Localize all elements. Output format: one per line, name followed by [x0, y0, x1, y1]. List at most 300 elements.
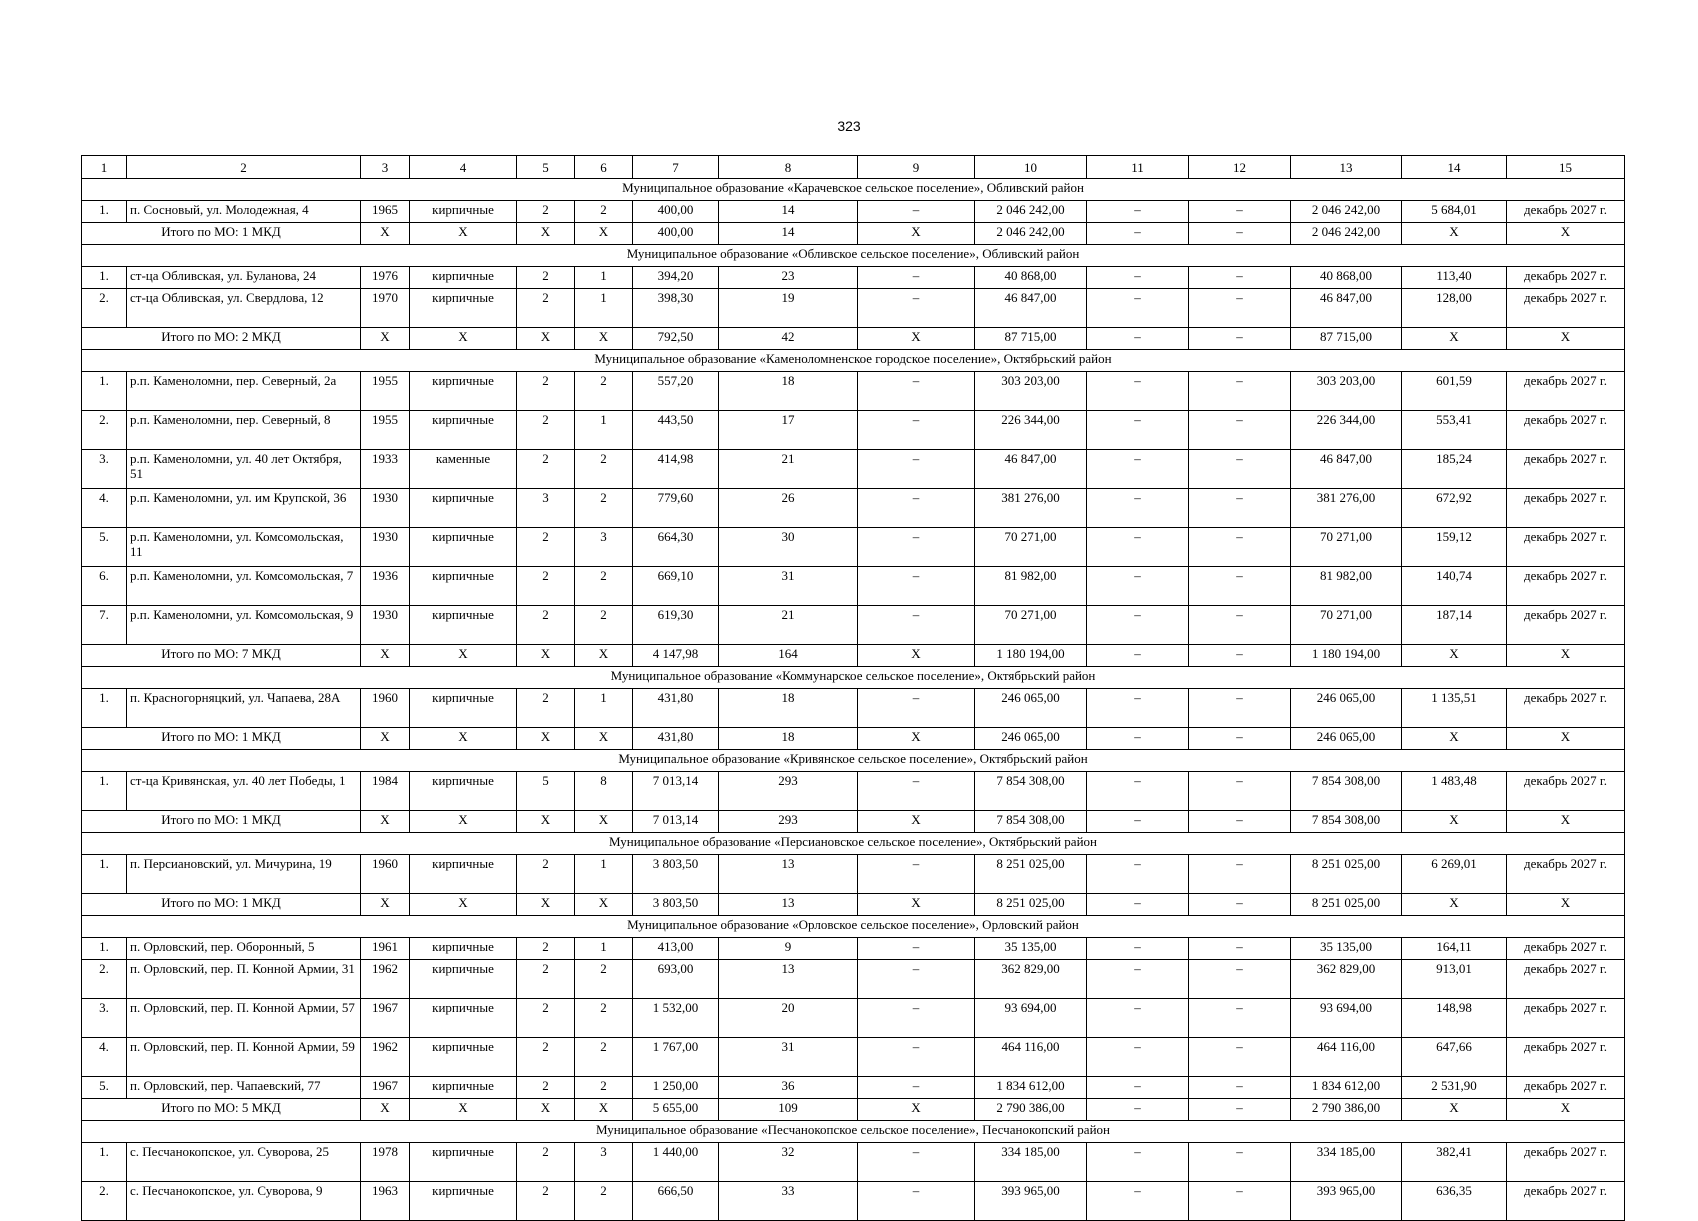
address: п. Орловский, пер. Оборонный, 5: [127, 938, 361, 960]
completion-date: X: [1507, 894, 1625, 916]
residents: 293: [719, 772, 858, 811]
total-area: 1 767,00: [633, 1038, 719, 1077]
table-row: [82, 999, 1625, 1038]
wall-material: кирпичные: [410, 772, 517, 811]
municipality-header-row: [82, 916, 1625, 938]
table-row: [82, 201, 1625, 223]
wall-material: кирпичные: [410, 567, 517, 606]
wall-material: кирпичные: [410, 606, 517, 645]
total-cost: 46 847,00: [975, 450, 1087, 489]
total-area: 1 532,00: [633, 999, 719, 1038]
col12-value: –: [1189, 411, 1291, 450]
floors: 2: [517, 528, 575, 567]
municipality-title: Муниципальное образование «Персиановское сельское поселение», Октябрьский район: [82, 833, 1625, 855]
row-number: 4.: [82, 1038, 127, 1077]
col13-cost: 35 135,00: [1291, 938, 1402, 960]
wall-material: X: [410, 1099, 517, 1121]
total-cost: 1 180 194,00: [975, 645, 1087, 667]
cost-per-sqm: 5 684,01: [1402, 201, 1507, 223]
col9-value: –: [858, 606, 975, 645]
wall-material: кирпичные: [410, 960, 517, 999]
column-number-header: 14: [1402, 156, 1507, 179]
col13-cost: 7 854 308,00: [1291, 811, 1402, 833]
col9-value: –: [858, 772, 975, 811]
year-built: 1976: [361, 267, 410, 289]
completion-date: декабрь 2027 г.: [1507, 201, 1625, 223]
cost-per-sqm: 601,59: [1402, 372, 1507, 411]
address: п. Орловский, пер. П. Конной Армии, 57: [127, 999, 361, 1038]
year-built: X: [361, 894, 410, 916]
floors: 2: [517, 567, 575, 606]
municipality-title: Муниципальное образование «Карачевское сельское поселение», Обливский район: [82, 179, 1625, 201]
total-area: 5 655,00: [633, 1099, 719, 1121]
col12-value: –: [1189, 645, 1291, 667]
year-built: 1930: [361, 528, 410, 567]
address: п. Орловский, пер. Чапаевский, 77: [127, 1077, 361, 1099]
floors: 2: [517, 1143, 575, 1182]
total-row: [82, 1099, 1625, 1121]
col9-value: –: [858, 1182, 975, 1221]
year-built: 1965: [361, 201, 410, 223]
floors: 3: [517, 489, 575, 528]
cost-per-sqm: 913,01: [1402, 960, 1507, 999]
floors: 5: [517, 772, 575, 811]
floors: 2: [517, 960, 575, 999]
total-cost: 226 344,00: [975, 411, 1087, 450]
completion-date: декабрь 2027 г.: [1507, 1038, 1625, 1077]
wall-material: кирпичные: [410, 1143, 517, 1182]
col9-value: X: [858, 811, 975, 833]
row-number: 2.: [82, 1182, 127, 1221]
col9-value: –: [858, 450, 975, 489]
year-built: 1963: [361, 1182, 410, 1221]
total-cost: 40 868,00: [975, 267, 1087, 289]
col13-cost: 1 834 612,00: [1291, 1077, 1402, 1099]
address: с. Песчанокопское, ул. Суворова, 25: [127, 1143, 361, 1182]
wall-material: X: [410, 811, 517, 833]
floors: 2: [517, 1077, 575, 1099]
total-area: 693,00: [633, 960, 719, 999]
col9-value: X: [858, 223, 975, 245]
address: ст-ца Кривянская, ул. 40 лет Победы, 1: [127, 772, 361, 811]
table-row: [82, 528, 1625, 567]
col11-value: –: [1087, 411, 1189, 450]
completion-date: декабрь 2027 г.: [1507, 489, 1625, 528]
residents: 109: [719, 1099, 858, 1121]
col11-value: –: [1087, 811, 1189, 833]
table-row: [82, 938, 1625, 960]
wall-material: кирпичные: [410, 938, 517, 960]
address: р.п. Каменоломни, ул. Комсомольская, 9: [127, 606, 361, 645]
total-cost: 8 251 025,00: [975, 855, 1087, 894]
cost-per-sqm: 128,00: [1402, 289, 1507, 328]
floors: 2: [517, 267, 575, 289]
total-cost: 1 834 612,00: [975, 1077, 1087, 1099]
completion-date: декабрь 2027 г.: [1507, 1182, 1625, 1221]
municipality-title: Муниципальное образование «Песчанокопское сельское поселение», Песчанокопский район: [82, 1121, 1625, 1143]
wall-material: X: [410, 328, 517, 350]
wall-material: кирпичные: [410, 411, 517, 450]
total-cost: 70 271,00: [975, 606, 1087, 645]
col9-value: X: [858, 645, 975, 667]
total-area: 1 250,00: [633, 1077, 719, 1099]
wall-material: X: [410, 645, 517, 667]
cost-per-sqm: 148,98: [1402, 999, 1507, 1038]
col9-value: X: [858, 728, 975, 750]
completion-date: X: [1507, 728, 1625, 750]
wall-material: кирпичные: [410, 489, 517, 528]
year-built: 1978: [361, 1143, 410, 1182]
year-built: X: [361, 223, 410, 245]
col11-value: –: [1087, 689, 1189, 728]
municipality-header-row: [82, 750, 1625, 772]
col11-value: –: [1087, 1038, 1189, 1077]
total-label: Итого по МО: 5 МКД: [82, 1099, 361, 1121]
entrances: 2: [575, 1038, 633, 1077]
col12-value: –: [1189, 960, 1291, 999]
cost-per-sqm: 647,66: [1402, 1038, 1507, 1077]
entrances: X: [575, 328, 633, 350]
total-area: 443,50: [633, 411, 719, 450]
municipality-header-row: [82, 245, 1625, 267]
floors: 2: [517, 999, 575, 1038]
row-number: 2.: [82, 289, 127, 328]
total-area: 4 147,98: [633, 645, 719, 667]
total-cost: 2 046 242,00: [975, 223, 1087, 245]
column-number-header: 8: [719, 156, 858, 179]
year-built: 1930: [361, 489, 410, 528]
year-built: X: [361, 328, 410, 350]
col13-cost: 40 868,00: [1291, 267, 1402, 289]
floors: X: [517, 728, 575, 750]
residents: 33: [719, 1182, 858, 1221]
residents: 9: [719, 938, 858, 960]
address: п. Персиановский, ул. Мичурина, 19: [127, 855, 361, 894]
wall-material: кирпичные: [410, 372, 517, 411]
total-cost: 246 065,00: [975, 689, 1087, 728]
table-row: [82, 689, 1625, 728]
cost-per-sqm: 672,92: [1402, 489, 1507, 528]
address: п. Орловский, пер. П. Конной Армии, 31: [127, 960, 361, 999]
total-area: 7 013,14: [633, 811, 719, 833]
col13-cost: 464 116,00: [1291, 1038, 1402, 1077]
col11-value: –: [1087, 267, 1189, 289]
total-area: 400,00: [633, 223, 719, 245]
completion-date: декабрь 2027 г.: [1507, 528, 1625, 567]
total-label: Итого по МО: 1 МКД: [82, 728, 361, 750]
col12-value: –: [1189, 999, 1291, 1038]
entrances: 1: [575, 411, 633, 450]
col9-value: –: [858, 567, 975, 606]
col9-value: X: [858, 328, 975, 350]
col13-cost: 70 271,00: [1291, 528, 1402, 567]
cost-per-sqm: 6 269,01: [1402, 855, 1507, 894]
wall-material: кирпичные: [410, 267, 517, 289]
completion-date: X: [1507, 328, 1625, 350]
total-cost: 246 065,00: [975, 728, 1087, 750]
total-area: 431,80: [633, 728, 719, 750]
entrances: X: [575, 1099, 633, 1121]
row-number: 5.: [82, 1077, 127, 1099]
address: ст-ца Обливская, ул. Буланова, 24: [127, 267, 361, 289]
floors: 2: [517, 201, 575, 223]
entrances: 2: [575, 960, 633, 999]
address: р.п. Каменоломни, пер. Северный, 2а: [127, 372, 361, 411]
completion-date: декабрь 2027 г.: [1507, 855, 1625, 894]
col11-value: –: [1087, 450, 1189, 489]
col9-value: –: [858, 689, 975, 728]
wall-material: кирпичные: [410, 999, 517, 1038]
total-row: [82, 894, 1625, 916]
col11-value: –: [1087, 1182, 1189, 1221]
cost-per-sqm: X: [1402, 645, 1507, 667]
residents: 13: [719, 894, 858, 916]
residents: 293: [719, 811, 858, 833]
col11-value: –: [1087, 223, 1189, 245]
completion-date: X: [1507, 811, 1625, 833]
row-number: 2.: [82, 960, 127, 999]
cost-per-sqm: X: [1402, 223, 1507, 245]
table-row: [82, 606, 1625, 645]
col11-value: –: [1087, 567, 1189, 606]
wall-material: X: [410, 894, 517, 916]
residents: 19: [719, 289, 858, 328]
municipality-header-row: [82, 179, 1625, 201]
wall-material: кирпичные: [410, 689, 517, 728]
col9-value: –: [858, 1077, 975, 1099]
wall-material: X: [410, 728, 517, 750]
col13-cost: 246 065,00: [1291, 728, 1402, 750]
total-area: 400,00: [633, 201, 719, 223]
table-row: [82, 855, 1625, 894]
address: с. Песчанокопское, ул. Суворова, 9: [127, 1182, 361, 1221]
residents: 13: [719, 960, 858, 999]
year-built: 1967: [361, 1077, 410, 1099]
completion-date: декабрь 2027 г.: [1507, 999, 1625, 1038]
total-area: 7 013,14: [633, 772, 719, 811]
total-cost: 334 185,00: [975, 1143, 1087, 1182]
col12-value: –: [1189, 1038, 1291, 1077]
col9-value: –: [858, 289, 975, 328]
residents: 23: [719, 267, 858, 289]
entrances: 2: [575, 372, 633, 411]
column-number-row: [82, 156, 1625, 179]
address: ст-ца Обливская, ул. Свердлова, 12: [127, 289, 361, 328]
total-area: 414,98: [633, 450, 719, 489]
year-built: 1955: [361, 411, 410, 450]
col12-value: –: [1189, 811, 1291, 833]
table-row: [82, 489, 1625, 528]
total-cost: 46 847,00: [975, 289, 1087, 328]
row-number: 1.: [82, 689, 127, 728]
column-number-header: 11: [1087, 156, 1189, 179]
row-number: 2.: [82, 411, 127, 450]
total-cost: 81 982,00: [975, 567, 1087, 606]
floors: 2: [517, 411, 575, 450]
total-area: 669,10: [633, 567, 719, 606]
municipality-header-row: [82, 350, 1625, 372]
cost-per-sqm: 185,24: [1402, 450, 1507, 489]
total-area: 431,80: [633, 689, 719, 728]
col12-value: –: [1189, 894, 1291, 916]
floors: 2: [517, 372, 575, 411]
col9-value: X: [858, 1099, 975, 1121]
residents: 13: [719, 855, 858, 894]
col12-value: –: [1189, 1143, 1291, 1182]
total-cost: 8 251 025,00: [975, 894, 1087, 916]
residents: 14: [719, 223, 858, 245]
total-cost: 381 276,00: [975, 489, 1087, 528]
col13-cost: 1 180 194,00: [1291, 645, 1402, 667]
entrances: 1: [575, 855, 633, 894]
col12-value: –: [1189, 489, 1291, 528]
entrances: X: [575, 645, 633, 667]
col12-value: –: [1189, 267, 1291, 289]
completion-date: декабрь 2027 г.: [1507, 938, 1625, 960]
row-number: 7.: [82, 606, 127, 645]
cost-per-sqm: 1 483,48: [1402, 772, 1507, 811]
col13-cost: 226 344,00: [1291, 411, 1402, 450]
column-number-header: 9: [858, 156, 975, 179]
completion-date: X: [1507, 223, 1625, 245]
col12-value: –: [1189, 528, 1291, 567]
col12-value: –: [1189, 1099, 1291, 1121]
floors: 2: [517, 1038, 575, 1077]
residents: 42: [719, 328, 858, 350]
wall-material: кирпичные: [410, 528, 517, 567]
municipality-title: Муниципальное образование «Орловское сельское поселение», Орловский район: [82, 916, 1625, 938]
year-built: X: [361, 645, 410, 667]
col13-cost: 8 251 025,00: [1291, 894, 1402, 916]
table-row: [82, 772, 1625, 811]
total-cost: 70 271,00: [975, 528, 1087, 567]
entrances: X: [575, 728, 633, 750]
col9-value: –: [858, 489, 975, 528]
col11-value: –: [1087, 894, 1189, 916]
entrances: 3: [575, 528, 633, 567]
col9-value: –: [858, 528, 975, 567]
col13-cost: 93 694,00: [1291, 999, 1402, 1038]
total-area: 1 440,00: [633, 1143, 719, 1182]
total-cost: 464 116,00: [975, 1038, 1087, 1077]
page-number: 323: [837, 118, 861, 134]
total-area: 3 803,50: [633, 894, 719, 916]
col9-value: –: [858, 999, 975, 1038]
col12-value: –: [1189, 772, 1291, 811]
residents: 21: [719, 606, 858, 645]
col9-value: –: [858, 411, 975, 450]
table-row: [82, 567, 1625, 606]
wall-material: кирпичные: [410, 289, 517, 328]
column-number-header: 2: [127, 156, 361, 179]
col12-value: –: [1189, 1077, 1291, 1099]
cost-per-sqm: 636,35: [1402, 1182, 1507, 1221]
floors: 2: [517, 289, 575, 328]
total-cost: 7 854 308,00: [975, 811, 1087, 833]
completion-date: X: [1507, 645, 1625, 667]
col9-value: –: [858, 201, 975, 223]
col9-value: –: [858, 1143, 975, 1182]
residents: 21: [719, 450, 858, 489]
total-area: 557,20: [633, 372, 719, 411]
table-row: [82, 1038, 1625, 1077]
col13-cost: 334 185,00: [1291, 1143, 1402, 1182]
floors: X: [517, 645, 575, 667]
total-area: 619,30: [633, 606, 719, 645]
total-area: 394,20: [633, 267, 719, 289]
entrances: 2: [575, 606, 633, 645]
municipality-title: Муниципальное образование «Обливское сельское поселение», Обливский район: [82, 245, 1625, 267]
col12-value: –: [1189, 1182, 1291, 1221]
address: п. Сосновый, ул. Молодежная, 4: [127, 201, 361, 223]
col13-cost: 81 982,00: [1291, 567, 1402, 606]
residents: 17: [719, 411, 858, 450]
col12-value: –: [1189, 372, 1291, 411]
address: р.п. Каменоломни, ул. Комсомольская, 11: [127, 528, 361, 567]
total-area: 779,60: [633, 489, 719, 528]
year-built: 1967: [361, 999, 410, 1038]
municipality-header-row: [82, 1121, 1625, 1143]
residents: 31: [719, 567, 858, 606]
total-cost: 393 965,00: [975, 1182, 1087, 1221]
col13-cost: 87 715,00: [1291, 328, 1402, 350]
cost-per-sqm: 553,41: [1402, 411, 1507, 450]
col12-value: –: [1189, 289, 1291, 328]
completion-date: X: [1507, 1099, 1625, 1121]
column-number-header: 15: [1507, 156, 1625, 179]
column-number-header: 13: [1291, 156, 1402, 179]
completion-date: декабрь 2027 г.: [1507, 606, 1625, 645]
year-built: 1933: [361, 450, 410, 489]
year-built: 1936: [361, 567, 410, 606]
cost-per-sqm: X: [1402, 328, 1507, 350]
column-number-header: 1: [82, 156, 127, 179]
completion-date: декабрь 2027 г.: [1507, 1077, 1625, 1099]
col11-value: –: [1087, 999, 1189, 1038]
completion-date: декабрь 2027 г.: [1507, 372, 1625, 411]
col11-value: –: [1087, 772, 1189, 811]
cost-per-sqm: 2 531,90: [1402, 1077, 1507, 1099]
entrances: 1: [575, 689, 633, 728]
col13-cost: 70 271,00: [1291, 606, 1402, 645]
completion-date: декабрь 2027 г.: [1507, 567, 1625, 606]
residents: 36: [719, 1077, 858, 1099]
column-number-header: 10: [975, 156, 1087, 179]
col9-value: –: [858, 855, 975, 894]
col11-value: –: [1087, 1077, 1189, 1099]
year-built: X: [361, 811, 410, 833]
completion-date: декабрь 2027 г.: [1507, 772, 1625, 811]
col13-cost: 46 847,00: [1291, 450, 1402, 489]
wall-material: каменные: [410, 450, 517, 489]
completion-date: декабрь 2027 г.: [1507, 1143, 1625, 1182]
col12-value: –: [1189, 938, 1291, 960]
municipality-title: Муниципальное образование «Каменоломненское городское поселение», Октябрьский район: [82, 350, 1625, 372]
cost-per-sqm: X: [1402, 728, 1507, 750]
entrances: 2: [575, 489, 633, 528]
floors: X: [517, 811, 575, 833]
entrances: 2: [575, 999, 633, 1038]
entrances: 1: [575, 289, 633, 328]
col12-value: –: [1189, 328, 1291, 350]
total-label: Итого по МО: 7 МКД: [82, 645, 361, 667]
year-built: 1960: [361, 855, 410, 894]
total-row: [82, 645, 1625, 667]
year-built: 1961: [361, 938, 410, 960]
housing-registry-table: [81, 155, 1625, 1221]
total-row: [82, 328, 1625, 350]
col12-value: –: [1189, 728, 1291, 750]
